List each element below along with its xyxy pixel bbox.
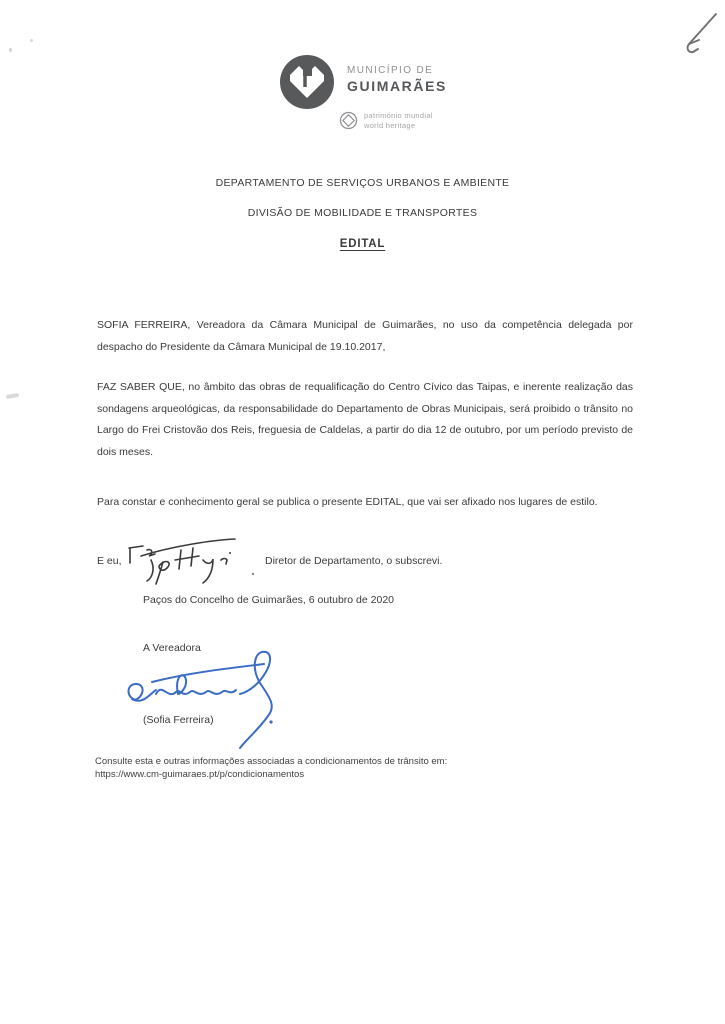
footer-note (95, 755, 447, 781)
heritage-line2: world heritage (364, 120, 416, 130)
logo-org-line1: MUNICÍPIO DE (347, 65, 434, 76)
paragraph-notice: FAZ SABER QUE, no âmbito das obras de requalificação do Centro Cívico das Taipas, e inerente realização das sondagens arqueológicas, da responsabilidade do Departamento de Obras Municipais, será proibido o trânsito no Largo do Frei Cristovão dos Reis, freguesia de Caldelas, a partir do dia 12 de outubro, por um período previsto de dois meses. (97, 381, 633, 458)
subscription-line (97, 551, 657, 591)
subscribe-suffix: Diretor de Departamento, o subscrevi. (265, 555, 443, 567)
department-header: DEPARTAMENTO DE SERVIÇOS URBANOS E AMBIENTE (215, 177, 510, 189)
footer-url: https://www.cm-guimaraes.pt/p/condicionamentos (95, 769, 305, 780)
vereadora-signature (122, 648, 297, 753)
subscribe-prefix: E eu, (97, 555, 122, 567)
footer-line1: Consulte esta e outras informações associadas a condicionamentos de trânsito em: (95, 756, 448, 767)
scan-speck (30, 39, 33, 42)
scan-smudge (6, 393, 19, 399)
pen-check-mark-icon (672, 8, 720, 60)
scan-speck (9, 48, 12, 52)
paragraph-publication: Para constar e conhecimento geral se publica o presente EDITAL, que vai ser afixado nos lugares de estilo. (97, 496, 598, 508)
place-date-line: Paços do Concelho de Guimarães, 6 outubro de 2020 (143, 594, 395, 606)
logo-wordmark (347, 65, 447, 94)
division-header: DIVISÃO DE MOBILIDADE E TRANSPORTES (247, 207, 478, 219)
paragraph-delegation: SOFIA FERREIRA, Vereadora da Câmara Municipal de Guimarães, no uso da competência delegada por despacho do Presidente da Câmara Municipal de 19.10.2017, (97, 319, 633, 353)
logo-org-line2: GUIMARÃES (347, 78, 447, 94)
document-title: EDITAL (339, 238, 386, 250)
signer-name: (Sofia Ferreira) (143, 714, 214, 726)
heart-icon (279, 54, 335, 110)
heritage-caption (364, 111, 433, 130)
signer-role: A Vereadora (143, 642, 201, 654)
world-heritage-icon (339, 111, 358, 130)
heritage-line1: património mundial (364, 111, 433, 120)
director-signature (123, 536, 258, 586)
